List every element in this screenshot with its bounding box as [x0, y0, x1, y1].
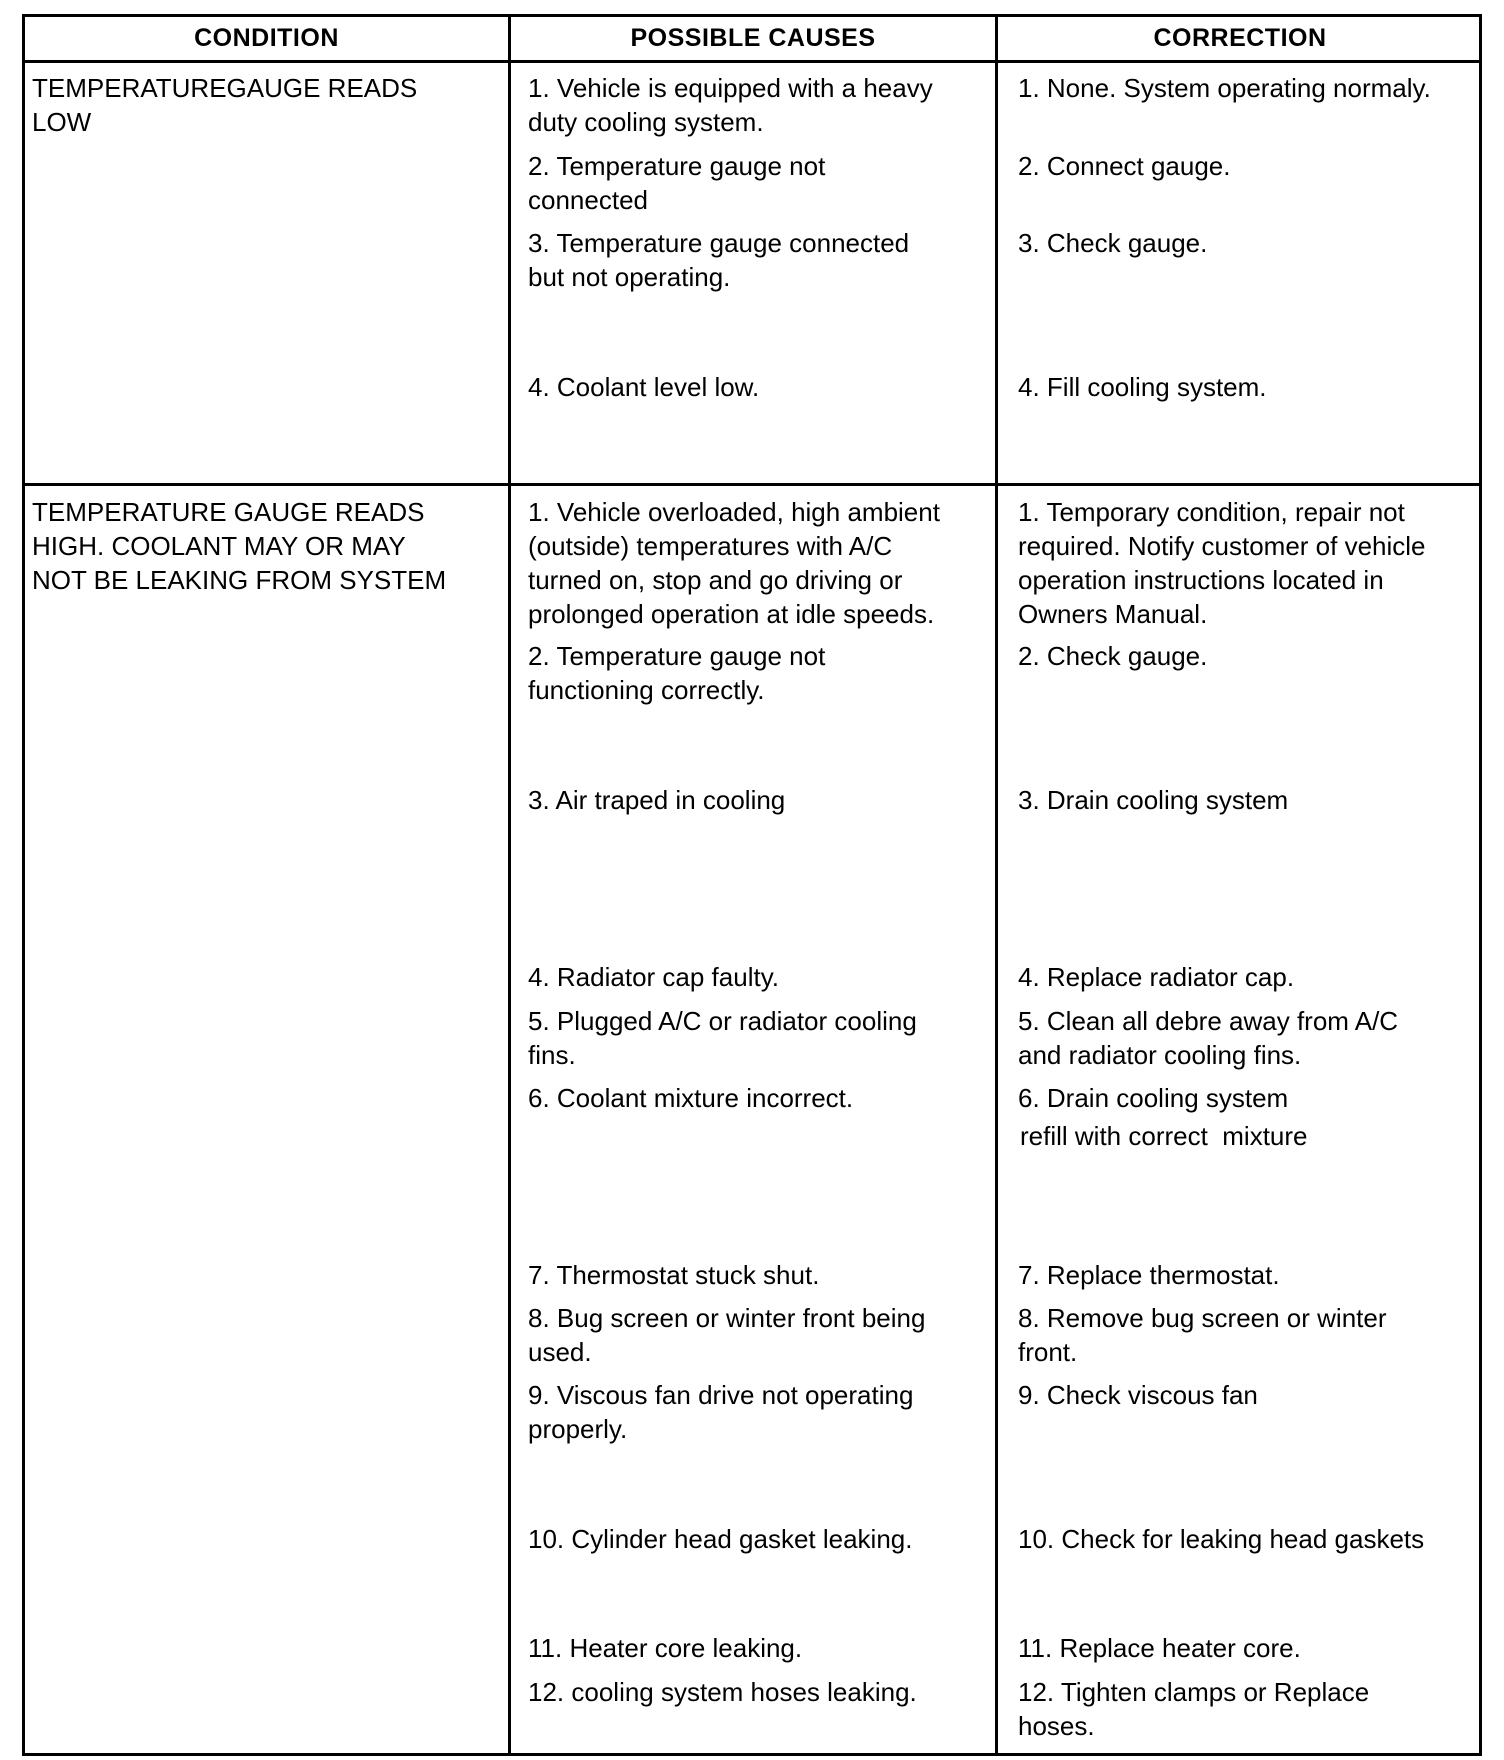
cause-low-3-line-1: 3. Temperature gauge connected [528, 228, 910, 258]
correction-high-11: 11. Replace heater core. [1018, 1633, 1301, 1663]
correction-high-5-line-1: 5. Clean all debre away from A/C [1018, 1006, 1399, 1036]
cause-high-8-line-2: used. [528, 1337, 592, 1367]
correction-high-10: 10. Check for leaking head gaskets [1018, 1524, 1425, 1554]
correction-high-3: 3. Drain cooling system [1018, 785, 1289, 815]
cause-high-1-line-2: (outside) temperatures with A/C [528, 531, 893, 561]
cause-low-4: 4. Coolant level low. [528, 372, 760, 402]
troubleshooting-table [22, 14, 1482, 1756]
condition-high-line-2: HIGH. COOLANT MAY OR MAY [32, 531, 406, 561]
correction-high-7: 7. Replace thermostat. [1018, 1260, 1280, 1290]
header-divider [25, 60, 1479, 63]
correction-high-2: 2. Check gauge. [1018, 641, 1208, 671]
cause-low-2-line-2: connected [528, 185, 648, 215]
correction-high-6-line-2: refill with correct mixture [1020, 1121, 1308, 1151]
correction-high-6-line-1: 6. Drain cooling system [1018, 1083, 1289, 1113]
cause-high-5-line-1: 5. Plugged A/C or radiator cooling [528, 1006, 917, 1036]
cause-high-9-line-2: properly. [528, 1414, 628, 1444]
cause-low-3-line-2: but not operating. [528, 262, 731, 292]
column-divider [995, 17, 998, 1753]
correction-high-12-line-2: hoses. [1018, 1711, 1095, 1741]
cause-high-5-line-2: fins. [528, 1040, 576, 1070]
condition-high-line-3: NOT BE LEAKING FROM SYSTEM [32, 565, 447, 595]
cause-high-1-line-3: turned on, stop and go driving or [528, 565, 903, 595]
correction-low-4: 4. Fill cooling system. [1018, 372, 1267, 402]
cause-low-1-line-2: duty cooling system. [528, 107, 764, 137]
header-correction: CORRECTION [1153, 24, 1327, 52]
correction-low-1: 1. None. System operating normaly. [1018, 73, 1431, 103]
correction-low-2: 2. Connect gauge. [1018, 151, 1231, 181]
correction-high-8-line-2: front. [1018, 1337, 1078, 1367]
cause-high-1-line-1: 1. Vehicle overloaded, high ambient [528, 497, 940, 527]
cause-low-2-line-1: 2. Temperature gauge not [528, 151, 826, 181]
cause-high-1-line-4: prolonged operation at idle speeds. [528, 599, 935, 629]
cause-high-6: 6. Coolant mixture incorrect. [528, 1083, 854, 1113]
cause-high-11: 11. Heater core leaking. [528, 1633, 803, 1663]
correction-high-1-line-2: required. Notify customer of vehicle [1018, 531, 1426, 561]
correction-low-3: 3. Check gauge. [1018, 228, 1208, 258]
correction-high-1-line-1: 1. Temporary condition, repair not [1018, 497, 1405, 527]
correction-high-1-line-4: Owners Manual. [1018, 599, 1208, 629]
cause-high-10: 10. Cylinder head gasket leaking. [528, 1524, 913, 1554]
condition-low-line-2: LOW [32, 107, 92, 137]
cause-high-3: 3. Air traped in cooling [528, 785, 786, 815]
header-condition: CONDITION [194, 24, 339, 52]
cause-high-9-line-1: 9. Viscous fan drive not operating [528, 1380, 914, 1410]
correction-high-9: 9. Check viscous fan [1018, 1380, 1258, 1410]
cause-high-8-line-1: 8. Bug screen or winter front being [528, 1303, 926, 1333]
condition-low-line-1: TEMPERATUREGAUGE READS [32, 73, 418, 103]
correction-high-8-line-1: 8. Remove bug screen or winter [1018, 1303, 1387, 1333]
condition-high-line-1: TEMPERATURE GAUGE READS [32, 497, 425, 527]
cause-high-4: 4. Radiator cap faulty. [528, 962, 779, 992]
column-divider [508, 17, 511, 1753]
row-divider [25, 483, 1479, 486]
cause-low-1-line-1: 1. Vehicle is equipped with a heavy [528, 73, 933, 103]
correction-high-1-line-3: operation instructions located in [1018, 565, 1384, 595]
cause-high-2-line-1: 2. Temperature gauge not [528, 641, 826, 671]
correction-high-5-line-2: and radiator cooling fins. [1018, 1040, 1302, 1070]
header-possible-causes: POSSIBLE CAUSES [630, 24, 876, 52]
cause-high-2-line-2: functioning correctly. [528, 675, 765, 705]
correction-high-4: 4. Replace radiator cap. [1018, 962, 1295, 992]
cause-high-7: 7. Thermostat stuck shut. [528, 1260, 820, 1290]
cause-high-12: 12. cooling system hoses leaking. [528, 1677, 917, 1707]
correction-high-12-line-1: 12. Tighten clamps or Replace [1018, 1677, 1370, 1707]
